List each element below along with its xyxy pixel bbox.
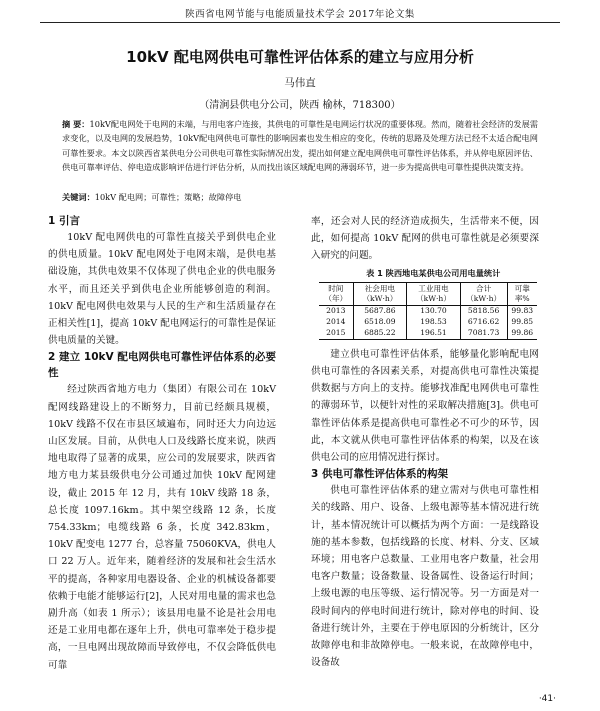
table-cell: 6518.09 [353, 317, 407, 328]
keywords-label: 关键词： [62, 192, 95, 202]
page-number: ·41· [538, 694, 556, 704]
header-rule [40, 22, 560, 23]
table-cell: 99.85 [511, 317, 534, 327]
section-2-paragraph: 经过陕西省地方电力（集团）有限公司在 10kV 配网线路建设上的不断努力，目前已经颇具规模，10kV 线路不仅在市县区域遍布，同时还大力向边远山区发展。目前，从供电人口及线路长度来说，陕西地电取得了显著的成果，应公司的发展要求，陕西省地方电力某县级供电分公司通过加快 10kV 配网建设，截止 2015 年 12 月，共有 10kV 线路 18 条，总长度 1097.16km。其中架空线路 12 条，长度 754.33km；电缆线路 6 条，长度 342.83km，10kV 配变电 1277 台，总容量 75060KVA，供电人口 22 万人。近年来，随着经济的发展和社会生活水平的提高，各种家用电器设备、企业的机械设备都要依赖于电能才能够运行[2]，人民对用电量的需求也急剧升高（如表 1 所示）；该县用电量不论是社会用电还是工业用电都在逐年上升，供电可靠率处于稳步提高，一旦电网出现故障而导致停电，不仅会降低供电可靠 [48, 384, 276, 671]
abstract [62, 117, 538, 174]
abstract-text: 10kV配电网处于电网的末端，与用电客户连接，其供电的可靠性是电网运行状况的重要体现。然而，随着社会经济的发展需求变化，以及电网的发展趋势，10kV配电网供电可靠性的影响因素也发生相应的变化，传统的思路及处理方法已经不太适合配电网可靠性要求。本文以陕西省某供电分公司供电可靠性实际情况出发，提出如何建立配电网供电可靠性评估体系，并从停电原因评估、供电可靠率评估、停电造成影响评估进行评估分析，从而找出该区域配电网的薄弱环节，进一步为提高供电可靠性提供决策支持。 [62, 119, 538, 172]
paper-affiliation: （清涧县供电分公司，陕西 榆林，718300） [199, 100, 401, 111]
continued-paragraph: 率，还会对人民的经济造成损失，生活带来不便，因此，如何提高 10kV 配网的供电可靠性就是必须要深入研究的问题。 [311, 216, 539, 262]
electricity-table [319, 282, 537, 340]
table-cell: 5687.86 [353, 305, 407, 317]
table-header-cell: 合计（kW·h） [460, 282, 507, 305]
abstract-label: 摘 要： [62, 119, 90, 129]
table-row [319, 317, 537, 328]
section-3-paragraph: 供电可靠性评估体系的建立需对与供电可靠性相关的线路、用户、设备、上级电源等基本情况进行统计，基本情况统计可以概括为两个方面：一是线路设施的基本参数，包括线路的长度、材料、分支、区域环境；用电客户总数量、工业用电客户数量，社会用电客户数量；设备数量、设备属性、设备运行时间；上级电源的电压等级、运行情况等。另一方面是对一段时间内的停电时间进行统计，除对停电的时间、设备进行统计外，主要在于停电原因的分析统计，区分故障停电和非故障停电。一般来说，在故障停电中，设备故 [311, 485, 539, 669]
table-cell: 2013 [319, 305, 353, 317]
table-cell: 6885.22 [353, 328, 407, 340]
table-row [319, 305, 537, 317]
table-header-row [319, 282, 537, 305]
keywords [62, 192, 538, 203]
paragraph-after-table: 建立供电可靠性评估体系，能够量化影响配电网供电可靠性的各因素关系，对提高供电可靠性决策提供数据与方向上的支持。能够找准配电网供电可靠性的薄弱环节，以便针对性的采取解决措施[3]。供电可靠性评估体系是提高供电可靠性必不可少的环节，因此，本文就从供电可靠性评估体系的构架，以及在该供电公司的应用情况进行探讨。 [311, 348, 539, 464]
running-header: 陕西省电网节能与电能质量技术学会 2017年论文集 [185, 9, 415, 20]
table-cell: 130.70 [407, 305, 461, 317]
table-cell: 5818.56 [460, 305, 507, 317]
table-header-cell: 工业用电（kW·h） [407, 282, 461, 305]
table-header-cell: 可靠率% [507, 282, 537, 305]
section-1-paragraph: 10kV 配电网供电的可靠性直接关乎到供电企业的供电质量。10kV 配电网处于电网末端，是供电基础设施，其供电效果不仅体现了供电企业的供电服务水平，而且还关乎到供电企业所能够创造的利润。10kV 配电网供电效果与人民的生产和生活质量存在正相关性[1]，提高 10kV 配电网运行的可靠性是保证供电质量的关键。 [48, 232, 276, 347]
paper-author: 马伟直 [284, 77, 316, 89]
table-cell: 2014 [319, 317, 353, 328]
keywords-text: 10kV 配电网；可靠性；策略；故障停电 [94, 192, 242, 202]
table-cell: 198.53 [407, 317, 461, 328]
table-cell: 99.86 [507, 328, 537, 340]
right-column [311, 213, 539, 671]
table-cell: 196.51 [407, 328, 461, 340]
table-header-cell: 社会用电（kW·h） [353, 282, 407, 305]
table-caption: 表 1 陕西地电某供电公司用电量统计 [366, 267, 501, 278]
table-cell: 7081.73 [460, 328, 507, 340]
table-header-cell: 时间（年） [319, 282, 353, 305]
table-cell: 6716.62 [460, 317, 507, 328]
left-column [48, 213, 276, 674]
section-2-heading: 2 建立 10kV 配电网供电可靠性评估体系的必要性 [48, 351, 276, 380]
table-row [319, 328, 537, 340]
section-1-heading: 1 引言 [48, 215, 80, 227]
table-cell: 2015 [319, 328, 353, 340]
table-cell: 99.83 [511, 306, 534, 316]
section-3-heading: 3 供电可靠性评估体系的构架 [311, 468, 448, 481]
paper-title: 10kV 配电网供电可靠性评估体系的建立与应用分析 [126, 48, 474, 66]
